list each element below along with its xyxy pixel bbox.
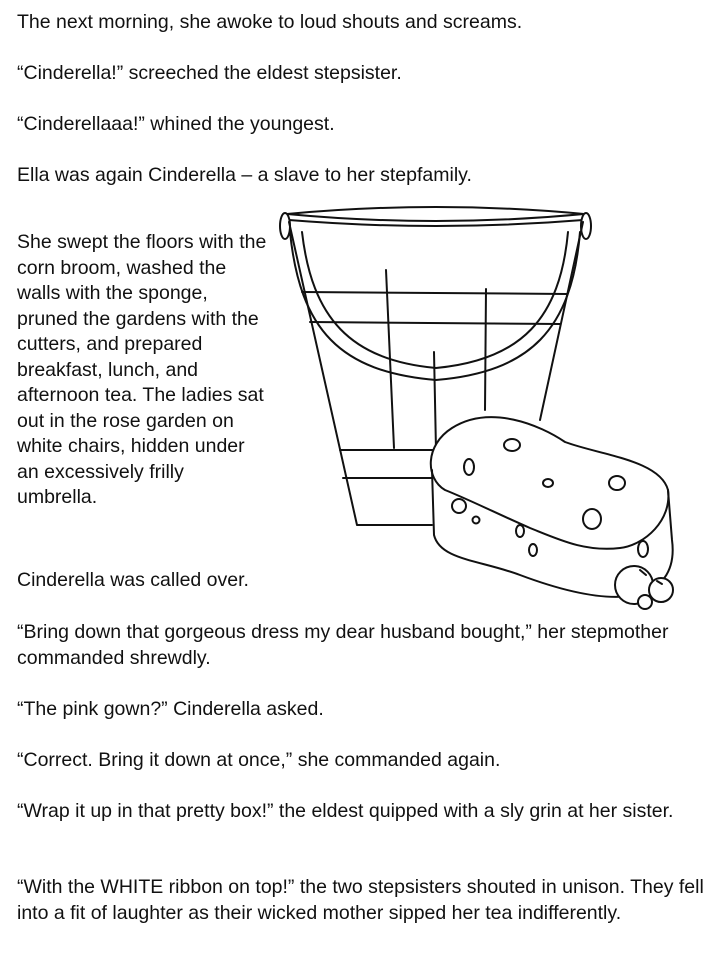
paragraph-7: “Bring down that gorgeous dress my dear husband bought,” her stepmother commanded shrewdly.: [17, 621, 669, 669]
paragraph-4: Ella was again Cinderella – a slave to her stepfamily.: [17, 164, 472, 186]
paragraph-3: “Cinderellaaa!” whined the youngest.: [17, 113, 335, 135]
bucket-and-sponge-illustration: [270, 200, 690, 620]
paragraph-5: She swept the floors with the corn broom, washed the walls with the sponge, pruned the gardens with the cutters, and prepared breakfast, lunch, and afternoon tea. The ladies sat out in the rose garden on white chairs, hidden under an excessively frilly umbrella.: [17, 231, 267, 508]
paragraph-6: Cinderella was called over.: [17, 569, 249, 591]
paragraph-10: “Wrap it up in that pretty box!” the eldest quipped with a sly grin at her sister.: [17, 800, 674, 822]
paragraph-8: “The pink gown?” Cinderella asked.: [17, 698, 324, 720]
paragraph-11: “With the WHITE ribbon on top!” the two stepsisters shouted in unison. They fell into a fit of laughter as their wicked mother sipped her tea indifferently.: [17, 876, 704, 924]
sponge-icon: [431, 417, 673, 609]
paragraph-1: The next morning, she awoke to loud shouts and screams.: [17, 11, 523, 33]
paragraph-2: “Cinderella!” screeched the eldest stepsister.: [17, 62, 402, 84]
paragraph-9: “Correct. Bring it down at once,” she commanded again.: [17, 749, 501, 771]
